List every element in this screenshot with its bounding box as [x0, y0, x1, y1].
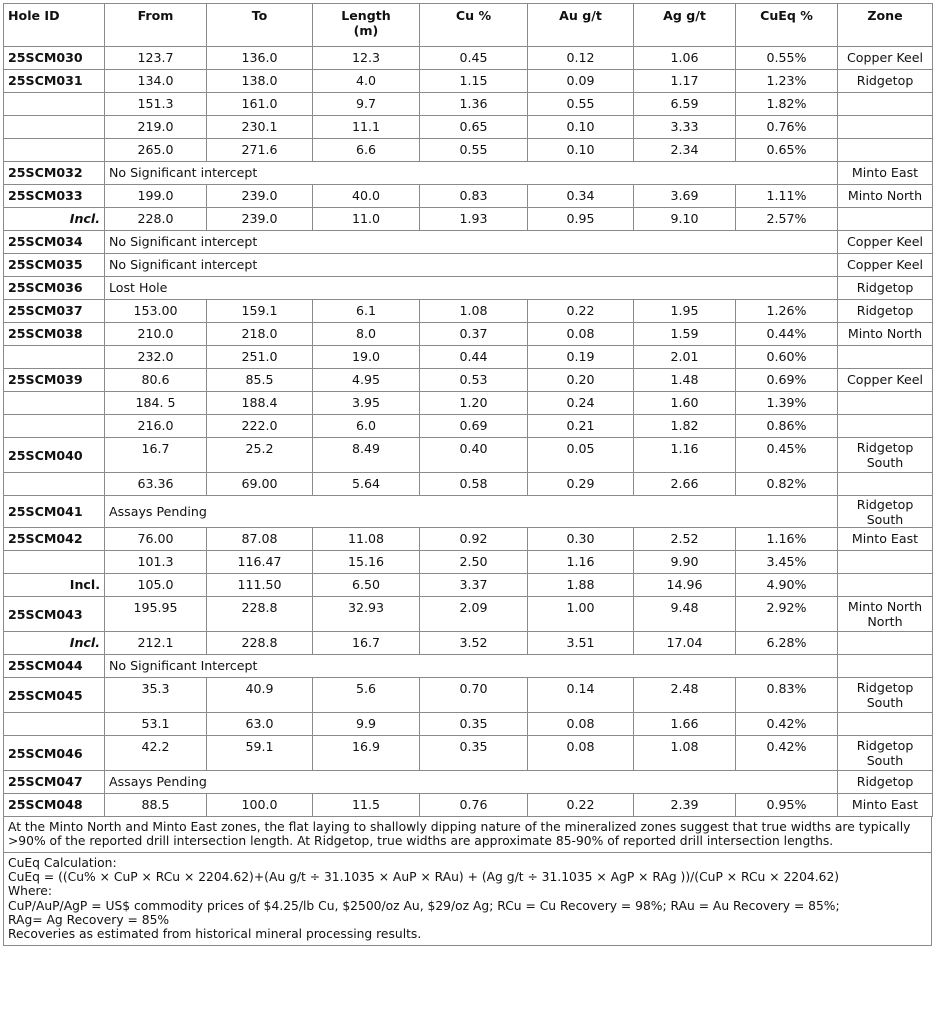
hole-id-cell [4, 713, 105, 736]
from-cell: 212.1 [105, 632, 207, 655]
ag-cell: 9.10 [634, 208, 736, 231]
cueq-cell: 1.23% [736, 70, 838, 93]
cu-cell: 1.08 [420, 300, 528, 323]
hole-id-cell: 25SCM047 [4, 771, 105, 794]
cueq-cell: 0.82% [736, 473, 838, 496]
hole-id-cell: 25SCM032 [4, 162, 105, 185]
hole-id-cell: 25SCM042 [4, 528, 105, 551]
header-ag-grade: Ag g/t [634, 4, 736, 47]
table-row [4, 392, 933, 415]
from-cell: 35.3 [105, 678, 207, 713]
status-note-cell: Lost Hole [105, 277, 838, 300]
to-cell: 228.8 [207, 632, 313, 655]
cu-cell: 0.35 [420, 736, 528, 771]
table-row [4, 162, 933, 185]
table-row [4, 528, 933, 551]
cueq-cell: 1.16% [736, 528, 838, 551]
hole-id-cell: Incl. [4, 632, 105, 655]
table-row [4, 208, 933, 231]
length-cell: 8.0 [313, 323, 420, 346]
zone-cell: Minto North North [838, 597, 933, 632]
from-cell: 16.7 [105, 438, 207, 473]
au-cell: 0.08 [528, 736, 634, 771]
zone-cell: Copper Keel [838, 369, 933, 392]
from-cell: 232.0 [105, 346, 207, 369]
hole-id-cell: 25SCM039 [4, 369, 105, 392]
to-cell: 239.0 [207, 185, 313, 208]
table-row [4, 713, 933, 736]
ag-cell: 9.90 [634, 551, 736, 574]
au-cell: 0.34 [528, 185, 634, 208]
from-cell: 153.00 [105, 300, 207, 323]
ag-cell: 3.33 [634, 116, 736, 139]
to-cell: 222.0 [207, 415, 313, 438]
to-cell: 25.2 [207, 438, 313, 473]
cueq-cell: 0.69% [736, 369, 838, 392]
ag-cell: 2.01 [634, 346, 736, 369]
au-cell: 1.00 [528, 597, 634, 632]
cu-cell: 3.37 [420, 574, 528, 597]
hole-id-cell: 25SCM034 [4, 231, 105, 254]
hole-id-cell: 25SCM037 [4, 300, 105, 323]
au-cell: 0.19 [528, 346, 634, 369]
table-row [4, 678, 933, 713]
table-row [4, 116, 933, 139]
cueq-cell: 0.45% [736, 438, 838, 473]
to-cell: 40.9 [207, 678, 313, 713]
au-cell: 0.20 [528, 369, 634, 392]
status-note-cell: No Significant intercept [105, 231, 838, 254]
cueq-cell: 0.44% [736, 323, 838, 346]
zone-cell [838, 346, 933, 369]
to-cell: 159.1 [207, 300, 313, 323]
length-cell: 5.6 [313, 678, 420, 713]
hole-id-cell: 25SCM041 [4, 496, 105, 528]
table-row [4, 300, 933, 323]
cu-cell: 0.53 [420, 369, 528, 392]
cueq-cell: 0.86% [736, 415, 838, 438]
zone-cell: Minto North [838, 323, 933, 346]
cu-cell: 1.15 [420, 70, 528, 93]
hole-id-cell: 25SCM036 [4, 277, 105, 300]
ag-cell: 1.16 [634, 438, 736, 473]
ag-cell: 2.66 [634, 473, 736, 496]
hole-id-cell: 25SCM033 [4, 185, 105, 208]
length-cell: 4.0 [313, 70, 420, 93]
length-cell: 6.1 [313, 300, 420, 323]
cu-cell: 2.09 [420, 597, 528, 632]
au-cell: 0.12 [528, 47, 634, 70]
ag-cell: 1.08 [634, 736, 736, 771]
table-row [4, 551, 933, 574]
cu-cell: 0.40 [420, 438, 528, 473]
length-cell: 6.50 [313, 574, 420, 597]
cueq-cell: 6.28% [736, 632, 838, 655]
hole-id-cell: Incl. [4, 208, 105, 231]
zone-cell [838, 415, 933, 438]
from-cell: 228.0 [105, 208, 207, 231]
au-cell: 0.55 [528, 93, 634, 116]
to-cell: 100.0 [207, 794, 313, 817]
ag-cell: 14.96 [634, 574, 736, 597]
au-cell: 0.05 [528, 438, 634, 473]
cu-cell: 0.70 [420, 678, 528, 713]
table-row [4, 736, 933, 771]
zone-cell [838, 139, 933, 162]
ag-cell: 2.52 [634, 528, 736, 551]
from-cell: 88.5 [105, 794, 207, 817]
ag-cell: 2.34 [634, 139, 736, 162]
length-cell: 9.9 [313, 713, 420, 736]
cueq-line-formula: CuEq = ((Cu% × CuP × RCu × 2204.62)+(Au g/t ÷ 31.1035 × AuP × RAu) + (Ag g/t ÷ 31.1035 × AgP × RAg ))/(CuP × RCu × 2204.62) [8, 870, 840, 885]
true-width-note-text: At the Minto North and Minto East zones, the flat laying to shallowly dipping nature of the mineralized zones suggest that true widths are typically >90% of the reported drill intersection length. At Ridgetop, true widths are approximate 85-90% of reported drill intersection lengths. [8, 820, 911, 849]
from-cell: 199.0 [105, 185, 207, 208]
cueq-cell: 1.26% [736, 300, 838, 323]
cueq-cell: 1.39% [736, 392, 838, 415]
hole-id-cell: 25SCM044 [4, 655, 105, 678]
ag-cell: 1.06 [634, 47, 736, 70]
header-length: Length (m) [313, 4, 420, 47]
au-cell: 0.24 [528, 392, 634, 415]
length-cell: 6.6 [313, 139, 420, 162]
zone-cell [838, 713, 933, 736]
table-row [4, 70, 933, 93]
table-row [4, 632, 933, 655]
zone-cell [838, 551, 933, 574]
from-cell: 105.0 [105, 574, 207, 597]
cu-cell: 0.35 [420, 713, 528, 736]
au-cell: 1.88 [528, 574, 634, 597]
from-cell: 76.00 [105, 528, 207, 551]
cu-cell: 2.50 [420, 551, 528, 574]
true-width-footnote [3, 816, 932, 853]
hole-id-cell [4, 116, 105, 139]
from-cell: 195.95 [105, 597, 207, 632]
drill-results-table [3, 3, 933, 817]
zone-cell [838, 208, 933, 231]
length-cell: 5.64 [313, 473, 420, 496]
table-row [4, 47, 933, 70]
length-cell: 6.0 [313, 415, 420, 438]
cu-cell: 0.92 [420, 528, 528, 551]
table-row [4, 794, 933, 817]
hole-id-cell [4, 392, 105, 415]
au-cell: 0.22 [528, 300, 634, 323]
status-note-cell: No Significant intercept [105, 254, 838, 277]
length-cell: 9.7 [313, 93, 420, 116]
zone-cell: Ridgetop South [838, 736, 933, 771]
table-row [4, 254, 933, 277]
cu-cell: 1.36 [420, 93, 528, 116]
ag-cell: 2.39 [634, 794, 736, 817]
cu-cell: 1.93 [420, 208, 528, 231]
zone-cell: Ridgetop [838, 300, 933, 323]
zone-cell [838, 392, 933, 415]
cu-cell: 0.76 [420, 794, 528, 817]
table-body [4, 47, 933, 817]
au-cell: 0.09 [528, 70, 634, 93]
au-cell: 1.16 [528, 551, 634, 574]
hole-id-cell: 25SCM045 [4, 678, 105, 713]
zone-cell: Ridgetop [838, 70, 933, 93]
table-row [4, 415, 933, 438]
cueq-cell: 0.55% [736, 47, 838, 70]
hole-id-cell: 25SCM043 [4, 597, 105, 632]
cueq-line-ag-recovery: RAg= Ag Recovery = 85% [8, 912, 170, 927]
ag-cell: 3.69 [634, 185, 736, 208]
header-to: To [207, 4, 313, 47]
table-row [4, 139, 933, 162]
length-cell: 8.49 [313, 438, 420, 473]
cueq-cell: 0.42% [736, 713, 838, 736]
length-cell: 32.93 [313, 597, 420, 632]
length-cell: 11.5 [313, 794, 420, 817]
table-row [4, 771, 933, 794]
cu-cell: 0.37 [420, 323, 528, 346]
table-row [4, 574, 933, 597]
zone-cell: Ridgetop South [838, 678, 933, 713]
table-row [4, 438, 933, 473]
zone-cell [838, 473, 933, 496]
table-row [4, 597, 933, 632]
to-cell: 85.5 [207, 369, 313, 392]
zone-cell: Minto East [838, 528, 933, 551]
from-cell: 80.6 [105, 369, 207, 392]
from-cell: 210.0 [105, 323, 207, 346]
zone-cell [838, 93, 933, 116]
au-cell: 0.14 [528, 678, 634, 713]
to-cell: 87.08 [207, 528, 313, 551]
au-cell: 0.10 [528, 116, 634, 139]
from-cell: 184. 5 [105, 392, 207, 415]
au-cell: 0.30 [528, 528, 634, 551]
zone-cell: Minto East [838, 794, 933, 817]
zone-cell [838, 574, 933, 597]
cueq-cell: 4.90% [736, 574, 838, 597]
zone-cell: Copper Keel [838, 254, 933, 277]
to-cell: 228.8 [207, 597, 313, 632]
cueq-cell: 0.65% [736, 139, 838, 162]
cueq-cell: 0.76% [736, 116, 838, 139]
cu-cell: 0.55 [420, 139, 528, 162]
cueq-line-recoveries: Recoveries as estimated from historical mineral processing results. [8, 927, 422, 942]
zone-cell: Ridgetop South [838, 438, 933, 473]
zone-cell [838, 632, 933, 655]
cueq-line-title: CuEq Calculation: [8, 856, 117, 870]
to-cell: 59.1 [207, 736, 313, 771]
length-cell: 11.0 [313, 208, 420, 231]
cueq-line-where: Where: [8, 884, 53, 899]
from-cell: 101.3 [105, 551, 207, 574]
hole-id-cell [4, 139, 105, 162]
hole-id-cell [4, 473, 105, 496]
status-note-cell: Assays Pending [105, 771, 838, 794]
length-cell: 19.0 [313, 346, 420, 369]
ag-cell: 1.59 [634, 323, 736, 346]
cu-cell: 0.83 [420, 185, 528, 208]
to-cell: 161.0 [207, 93, 313, 116]
length-cell: 12.3 [313, 47, 420, 70]
from-cell: 42.2 [105, 736, 207, 771]
ag-cell: 1.82 [634, 415, 736, 438]
hole-id-cell: 25SCM040 [4, 438, 105, 473]
cueq-cell: 0.60% [736, 346, 838, 369]
status-note-cell: No Significant intercept [105, 162, 838, 185]
ag-cell: 17.04 [634, 632, 736, 655]
cueq-cell: 3.45% [736, 551, 838, 574]
au-cell: 0.08 [528, 323, 634, 346]
hole-id-cell [4, 551, 105, 574]
to-cell: 116.47 [207, 551, 313, 574]
au-cell: 0.10 [528, 139, 634, 162]
hole-id-cell [4, 415, 105, 438]
header-from: From [105, 4, 207, 47]
from-cell: 151.3 [105, 93, 207, 116]
ag-cell: 1.95 [634, 300, 736, 323]
status-note-cell: Assays Pending [105, 496, 838, 528]
length-cell: 11.1 [313, 116, 420, 139]
cueq-cell: 1.82% [736, 93, 838, 116]
ag-cell: 1.66 [634, 713, 736, 736]
table-row [4, 185, 933, 208]
from-cell: 134.0 [105, 70, 207, 93]
to-cell: 188.4 [207, 392, 313, 415]
ag-cell: 9.48 [634, 597, 736, 632]
to-cell: 218.0 [207, 323, 313, 346]
cu-cell: 0.58 [420, 473, 528, 496]
au-cell: 0.29 [528, 473, 634, 496]
from-cell: 63.36 [105, 473, 207, 496]
zone-cell: Ridgetop [838, 277, 933, 300]
au-cell: 0.22 [528, 794, 634, 817]
to-cell: 111.50 [207, 574, 313, 597]
to-cell: 239.0 [207, 208, 313, 231]
zone-cell: Minto East [838, 162, 933, 185]
length-cell: 11.08 [313, 528, 420, 551]
header-cu-percent: Cu % [420, 4, 528, 47]
cu-cell: 1.20 [420, 392, 528, 415]
hole-id-cell: 25SCM038 [4, 323, 105, 346]
table-row [4, 473, 933, 496]
hole-id-cell: Incl. [4, 574, 105, 597]
table-row [4, 369, 933, 392]
au-cell: 0.21 [528, 415, 634, 438]
au-cell: 0.08 [528, 713, 634, 736]
header-cueq-percent: CuEq % [736, 4, 838, 47]
to-cell: 138.0 [207, 70, 313, 93]
cueq-cell: 1.11% [736, 185, 838, 208]
hole-id-cell: 25SCM035 [4, 254, 105, 277]
hole-id-cell [4, 93, 105, 116]
table-row [4, 496, 933, 528]
hole-id-cell: 25SCM046 [4, 736, 105, 771]
cueq-cell: 0.42% [736, 736, 838, 771]
to-cell: 63.0 [207, 713, 313, 736]
to-cell: 136.0 [207, 47, 313, 70]
to-cell: 271.6 [207, 139, 313, 162]
from-cell: 216.0 [105, 415, 207, 438]
to-cell: 230.1 [207, 116, 313, 139]
length-cell: 40.0 [313, 185, 420, 208]
length-cell: 3.95 [313, 392, 420, 415]
length-cell: 16.9 [313, 736, 420, 771]
table-row [4, 277, 933, 300]
header-zone: Zone [838, 4, 933, 47]
zone-cell: Copper Keel [838, 231, 933, 254]
cueq-cell: 0.95% [736, 794, 838, 817]
cueq-line-prices: CuP/AuP/AgP = US$ commodity prices of $4.25/lb Cu, $2500/oz Au, $29/oz Ag; RCu = Cu Recovery = 98%; RAu = Au Recovery = 85%; [8, 898, 840, 913]
cueq-cell: 2.92% [736, 597, 838, 632]
ag-cell: 2.48 [634, 678, 736, 713]
length-cell: 16.7 [313, 632, 420, 655]
table-row [4, 231, 933, 254]
hole-id-cell [4, 346, 105, 369]
from-cell: 219.0 [105, 116, 207, 139]
to-cell: 251.0 [207, 346, 313, 369]
zone-cell: Ridgetop [838, 771, 933, 794]
zone-cell [838, 655, 933, 678]
cu-cell: 0.45 [420, 47, 528, 70]
au-cell: 0.95 [528, 208, 634, 231]
header-hole-id: Hole ID [4, 4, 105, 47]
table-row [4, 323, 933, 346]
table-row [4, 93, 933, 116]
zone-cell: Copper Keel [838, 47, 933, 70]
cu-cell: 0.44 [420, 346, 528, 369]
to-cell: 69.00 [207, 473, 313, 496]
length-cell: 15.16 [313, 551, 420, 574]
cu-cell: 3.52 [420, 632, 528, 655]
cu-cell: 0.65 [420, 116, 528, 139]
hole-id-cell: 25SCM030 [4, 47, 105, 70]
header-au-grade: Au g/t [528, 4, 634, 47]
ag-cell: 6.59 [634, 93, 736, 116]
table-header-row [4, 4, 933, 47]
hole-id-cell: 25SCM031 [4, 70, 105, 93]
zone-cell: Minto North [838, 185, 933, 208]
from-cell: 265.0 [105, 139, 207, 162]
from-cell: 123.7 [105, 47, 207, 70]
from-cell: 53.1 [105, 713, 207, 736]
status-note-cell: No Significant Intercept [105, 655, 838, 678]
cueq-calculation-footnote [3, 852, 932, 946]
ag-cell: 1.60 [634, 392, 736, 415]
cueq-cell: 0.83% [736, 678, 838, 713]
ag-cell: 1.17 [634, 70, 736, 93]
cu-cell: 0.69 [420, 415, 528, 438]
zone-cell [838, 116, 933, 139]
cueq-cell: 2.57% [736, 208, 838, 231]
au-cell: 3.51 [528, 632, 634, 655]
table-row [4, 346, 933, 369]
hole-id-cell: 25SCM048 [4, 794, 105, 817]
length-cell: 4.95 [313, 369, 420, 392]
zone-cell: Ridgetop South [838, 496, 933, 528]
ag-cell: 1.48 [634, 369, 736, 392]
table-row [4, 655, 933, 678]
